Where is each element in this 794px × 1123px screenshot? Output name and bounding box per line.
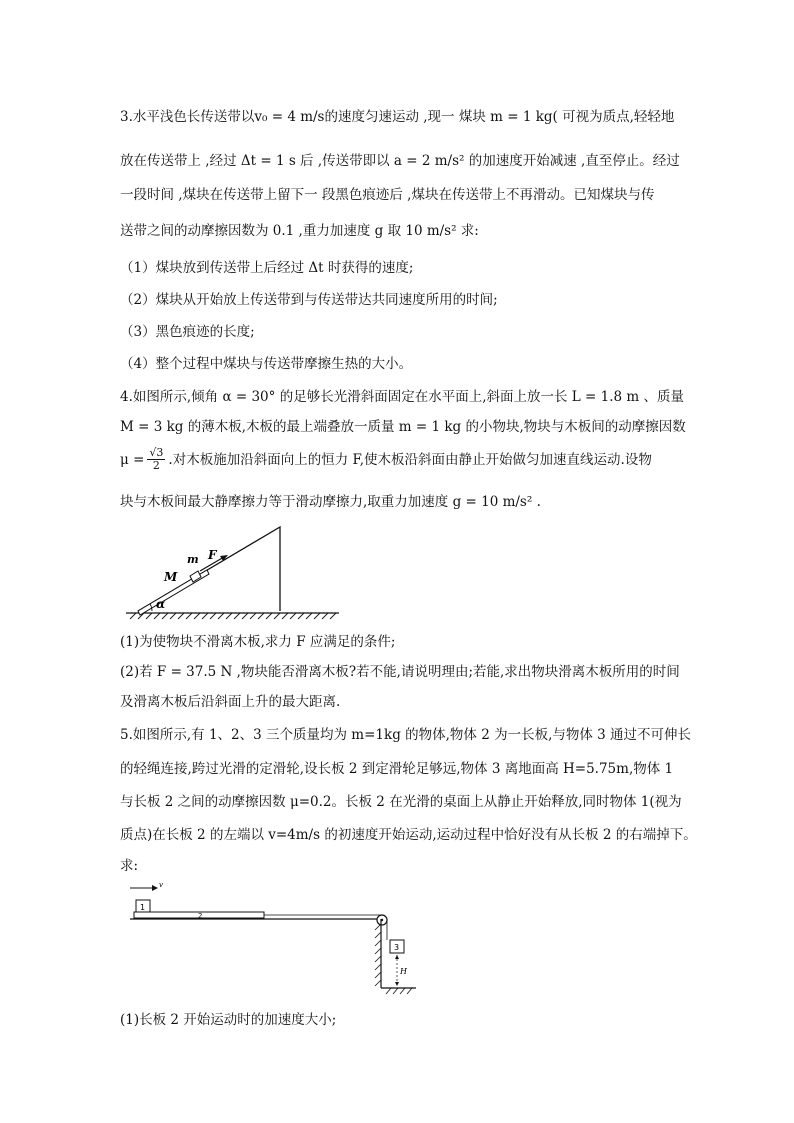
label-1: 1: [140, 903, 146, 912]
label-alpha: α: [156, 597, 166, 611]
problem3-line4: 送带之间的动摩擦因数为 0.1 ,重力加速度 g 取 10 m/s² 求:: [120, 223, 479, 239]
problem5-line3: 与长板 2 之间的动摩擦因数 μ=0.2。长板 2 在光滑的桌面上从静止开始释放,同时物体 1(视为: [120, 794, 682, 810]
problem4-line4: 块与木板间最大静摩擦力等于滑动摩擦力,取重力加速度 g = 10 m/s² .: [120, 494, 541, 510]
problem5-line4: 质点)在长板 2 的左端以 v=4m/s 的初速度开始运动,运动过程中恰好没有从长板 2 的右端掉下。: [120, 827, 697, 843]
label-F: F: [208, 548, 217, 562]
fraction-denominator: 2: [152, 459, 160, 472]
pulley-figure: [126, 878, 416, 998]
incline-figure: [124, 525, 339, 620]
sqrt-fraction: [147, 447, 165, 472]
height-arrow-head-bottom: [395, 982, 399, 986]
floor-hatch: [386, 988, 412, 994]
problem3-line1: 3.水平浅色长传送带以v₀ = 4 m/s的速度匀速运动 ,现一 煤块 m = 1 kg( 可视为质点,轻轻地: [120, 109, 675, 125]
problem5-line5: 求:: [120, 858, 139, 874]
velocity-arrow-head: [152, 885, 158, 891]
label-H: H: [400, 967, 407, 976]
problem5-line2: 的轻绳连接,跨过光滑的定滑轮,设长板 2 到定滑轮足够远,物体 3 离地面高 H=5.75m,物体 1: [120, 761, 674, 777]
mu-symbol: μ =: [120, 451, 145, 468]
problem4-line3-text: .对木板施加沿斜面向上的恒力 F,使木板沿斜面由静止开始做匀加速直线运动.设物: [168, 451, 652, 468]
problem4-question1: (1)为使物块不滑离木板,求力 F 应满足的条件;: [120, 634, 396, 650]
problem4-line3: [120, 447, 652, 472]
label-3: 3: [394, 943, 400, 952]
problem5-question1: (1)长板 2 开始运动时的加速度大小;: [120, 1012, 337, 1028]
height-arrow-head-top: [395, 955, 399, 959]
problem3-line3: 一段时间 ,煤块在传送带上留下一 段黑色痕迹后 ,煤块在传送带上不再滑动。已知煤块与传: [120, 187, 655, 203]
problem3-question1: （1）煤块放到传送带上后经过 Δt 时获得的速度;: [120, 260, 414, 276]
problem3-question2: （2）煤块从开始放上传送带到与传送带达共同速度所用的时间;: [120, 292, 498, 308]
label-2: 2: [198, 912, 203, 920]
label-M: M: [164, 570, 178, 584]
fraction-numerator: √3: [149, 446, 164, 459]
problem4-line2: M = 3 kg 的薄木板,木板的最上端叠放一质量 m = 1 kg 的小物块,物块与木板间的动摩擦因数: [120, 419, 686, 435]
problem4-line1: 4.如图所示,倾角 α = 30° 的足够长光滑斜面固定在水平面上,斜面上放一长 L = 1.8 m 、质量: [120, 389, 684, 405]
problem4-question2b: 及滑离木板后沿斜面上升的最大距离.: [120, 694, 341, 710]
problem4-question2a: (2)若 F = 37.5 N ,物块能否滑离木板?若不能,请说明理由;若能,求出物块滑离木板所用的时间: [120, 664, 680, 680]
small-block: [190, 571, 201, 582]
problem5-line1: 5.如图所示,有 1、2、3 三个质量均为 m=1kg 的物体,物体 2 为一长板,与物体 3 通过不可伸长: [120, 727, 692, 743]
problem3-question4: （4）整个过程中煤块与传送带摩擦生热的大小。: [120, 356, 413, 372]
wall-hatch: [375, 924, 381, 986]
problem3-question3: （3）黑色痕迹的长度;: [120, 324, 255, 340]
ground-hatch: [130, 613, 336, 619]
label-m: m: [187, 553, 199, 566]
problem3-line2: 放在传送带上 ,经过 Δt = 1 s 后 ,传送带即以 a = 2 m/s² 的加速度开始减速 ,直至停止。经过: [120, 153, 680, 169]
label-v: v: [159, 881, 163, 889]
